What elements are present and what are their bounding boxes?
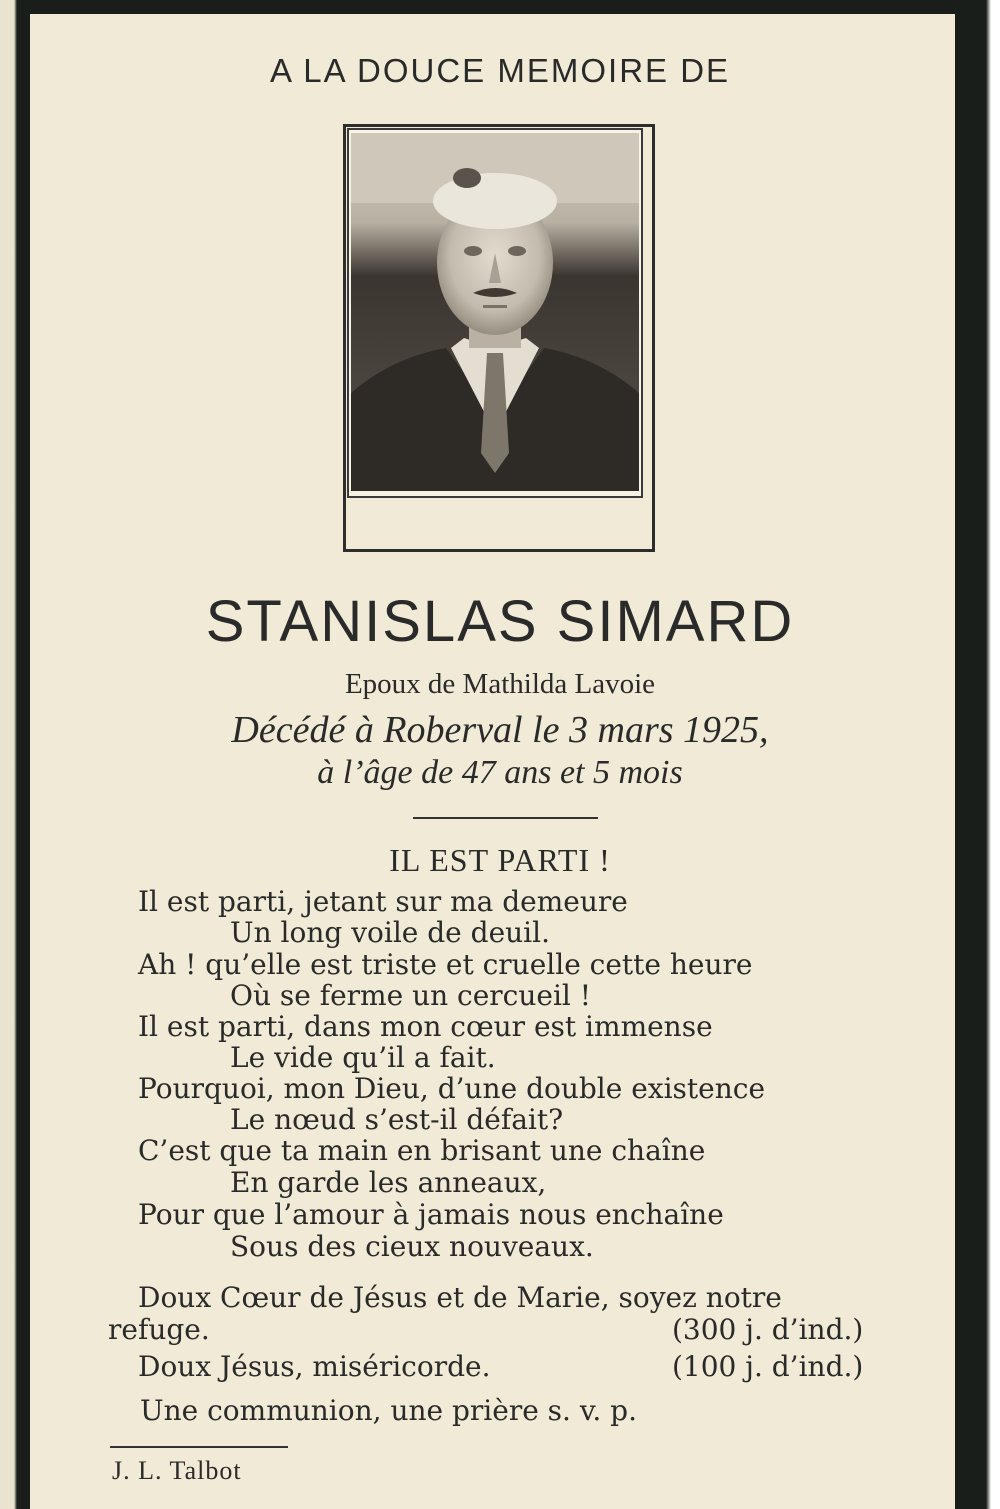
poem-line: Il est parti, jetant sur ma demeure bbox=[138, 885, 628, 918]
printer-name: J. L. Talbot bbox=[112, 1456, 242, 1485]
poem-title: IL EST PARTI ! bbox=[389, 842, 611, 878]
poem-line: Où se ferme un cercueil ! bbox=[230, 979, 592, 1012]
mourning-border-top bbox=[20, 0, 970, 14]
deceased-name: STANISLAS SIMARD bbox=[205, 589, 795, 654]
poem-line: Un long voile de deuil. bbox=[230, 916, 550, 949]
indulgence-note: (100 j. d’ind.) bbox=[672, 1350, 864, 1383]
prayer-line: refuge. bbox=[108, 1313, 210, 1346]
poem-line: Pourquoi, mon Dieu, d’une double existence bbox=[138, 1072, 766, 1105]
prayer-request: Une communion, une prière s. v. p. bbox=[140, 1394, 637, 1427]
indulgence-note: (300 j. d’ind.) bbox=[672, 1313, 864, 1346]
poem-line: Le vide qu’il a fait. bbox=[230, 1041, 496, 1074]
poem-line: Le nœud s’est-il défait? bbox=[230, 1103, 564, 1136]
prayer-line: Doux Jésus, miséricorde. bbox=[138, 1350, 491, 1383]
portrait-photo bbox=[351, 133, 639, 491]
age-line: à l’âge de 47 ans et 5 mois bbox=[317, 754, 683, 791]
death-line: Décédé à Roberval le 3 mars 1925, bbox=[231, 709, 769, 751]
poem-line: Il est parti, dans mon cœur est immense bbox=[138, 1010, 713, 1043]
prayer-line: Doux Cœur de Jésus et de Marie, soyez notre bbox=[138, 1281, 782, 1314]
poem-line: Pour que l’amour à jamais nous enchaîne bbox=[138, 1198, 724, 1231]
poem-line: Ah ! qu’elle est triste et cruelle cette heure bbox=[138, 948, 753, 981]
poem-line: Sous des cieux nouveaux. bbox=[230, 1230, 594, 1263]
card-heading: A LA DOUCE MEMOIRE DE bbox=[269, 52, 731, 89]
divider-rule bbox=[413, 817, 598, 819]
printer-rule bbox=[110, 1446, 288, 1448]
poem-line: En garde les anneaux, bbox=[230, 1166, 547, 1199]
poem-line: C’est que ta main en brisant une chaîne bbox=[138, 1134, 706, 1167]
spouse-line: Epoux de Mathilda Lavoie bbox=[344, 668, 656, 700]
